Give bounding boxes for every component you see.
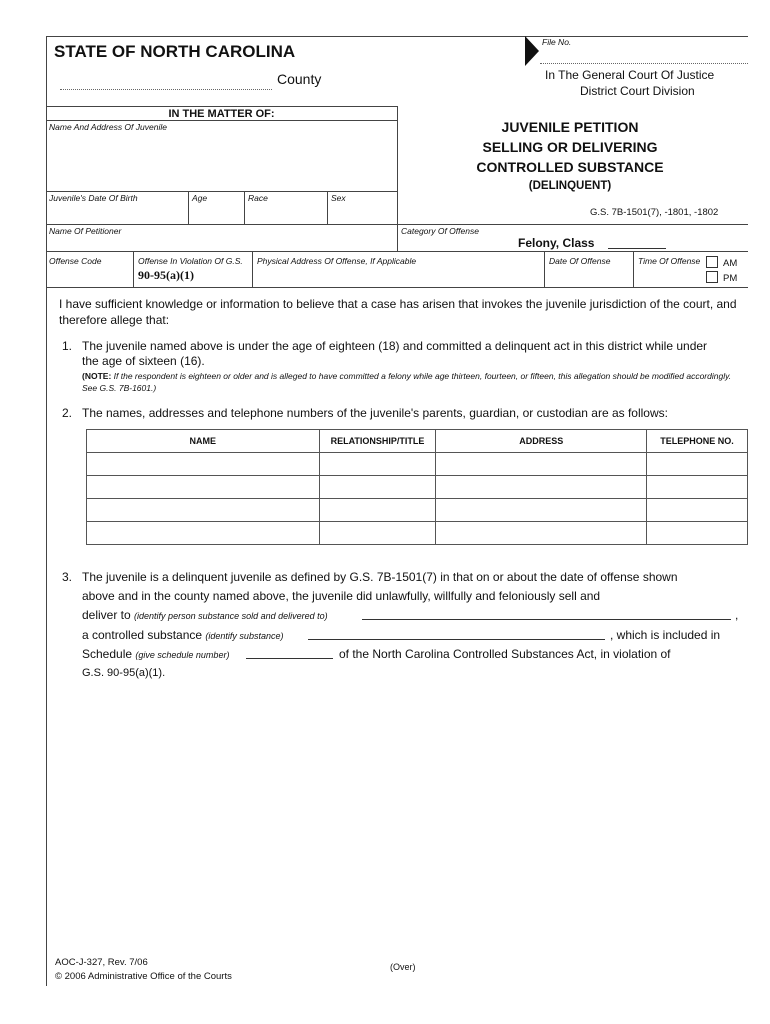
top-border bbox=[46, 36, 748, 37]
offense-row-top bbox=[46, 251, 748, 252]
age-field[interactable] bbox=[189, 204, 243, 223]
item1-text: The juvenile named above is under the age of eighteen (18) and committed a delinquent act in this district while under the age of sixteen (16). bbox=[82, 339, 708, 368]
county-line bbox=[60, 89, 272, 90]
address-cell[interactable] bbox=[436, 476, 647, 499]
petition-title-3: CONTROLLED SUBSTANCE bbox=[476, 159, 664, 175]
state-title: STATE OF NORTH CAROLINA bbox=[54, 42, 296, 61]
item3-schedule: Schedule bbox=[82, 647, 133, 661]
date-offense-label: Date Of Offense bbox=[549, 256, 611, 266]
felony-class-field[interactable] bbox=[608, 236, 666, 249]
petition-title-2: SELLING OR DELIVERING bbox=[482, 139, 658, 155]
address-cell[interactable] bbox=[436, 522, 647, 545]
item1-number: 1. bbox=[62, 339, 73, 353]
race-label: Race bbox=[248, 193, 268, 203]
dob-row-top bbox=[46, 191, 397, 192]
name-cell[interactable] bbox=[87, 476, 320, 499]
violation-label: Offense In Violation Of G.S. bbox=[138, 256, 243, 266]
race-field[interactable] bbox=[245, 204, 326, 223]
form-number: AOC-J-327, Rev. 7/06 bbox=[55, 957, 148, 968]
petition-title-4: (DELINQUENT) bbox=[528, 180, 612, 192]
substance-field[interactable] bbox=[308, 627, 605, 640]
table-row bbox=[87, 499, 748, 522]
offense-divider-3 bbox=[544, 251, 545, 287]
over-label: (Over) bbox=[390, 962, 416, 972]
item3-line-a: The juvenile is a delinquent juvenile as defined by G.S. 7B-1501(7) in that on or about the date of offense shown bbox=[82, 570, 678, 584]
offense-row-bottom bbox=[46, 287, 748, 288]
table-row bbox=[87, 476, 748, 499]
item3-comma: , bbox=[735, 608, 739, 622]
table-header-row bbox=[87, 430, 748, 453]
telephone-cell[interactable] bbox=[647, 499, 748, 522]
matter-title: IN THE MATTER OF: bbox=[168, 108, 275, 120]
file-arrow-icon bbox=[525, 36, 541, 66]
item3-schedule-hint: (give schedule number) bbox=[135, 650, 230, 660]
deliver-to-field[interactable] bbox=[362, 607, 731, 620]
court-name: In The General Court Of Justice bbox=[545, 68, 715, 82]
item3-substance-hint: (identify substance) bbox=[205, 631, 284, 641]
name-cell[interactable] bbox=[87, 522, 320, 545]
offense-divider-2 bbox=[252, 251, 253, 287]
court-division: District Court Division bbox=[580, 84, 695, 98]
table-row bbox=[87, 453, 748, 476]
statute-ref: G.S. 7B-1501(7), -1801, -1802 bbox=[590, 207, 719, 218]
file-no-line bbox=[540, 63, 748, 64]
item3-number: 3. bbox=[62, 570, 73, 584]
petition-title-1: JUVENILE PETITION bbox=[501, 119, 639, 135]
offense-divider-1 bbox=[133, 251, 134, 287]
pm-checkbox[interactable] bbox=[706, 271, 718, 283]
name-cell[interactable] bbox=[87, 499, 320, 522]
category-label: Category Of Offense bbox=[401, 226, 479, 236]
note-label: (NOTE: bbox=[82, 371, 112, 381]
relationship-cell[interactable] bbox=[319, 453, 436, 476]
guardians-table bbox=[86, 429, 748, 545]
address-cell[interactable] bbox=[436, 499, 647, 522]
col-address-header: ADDRESS bbox=[436, 430, 647, 453]
item2-text: The names, addresses and telephone numbers of the juvenile's parents, guardian, or custodian are as follows: bbox=[82, 406, 668, 420]
item2-number: 2. bbox=[62, 406, 73, 420]
sex-label: Sex bbox=[331, 193, 346, 203]
petitioner-label: Name Of Petitioner bbox=[49, 226, 122, 236]
col-name-header: NAME bbox=[87, 430, 320, 453]
item3-included: , which is included in bbox=[610, 628, 721, 642]
age-label: Age bbox=[192, 193, 208, 203]
petitioner-field[interactable] bbox=[47, 236, 396, 250]
am-label: AM bbox=[723, 258, 738, 269]
telephone-cell[interactable] bbox=[647, 522, 748, 545]
copyright: © 2006 Administrative Office of the Courts bbox=[55, 971, 232, 982]
am-checkbox[interactable] bbox=[706, 256, 718, 268]
petitioner-row-top bbox=[46, 224, 748, 225]
physical-address-label: Physical Address Of Offense, If Applicable bbox=[257, 256, 417, 266]
item3-deliver-hint: (identify person substance sold and delivered to) bbox=[134, 611, 328, 621]
name-address-label: Name And Address Of Juvenile bbox=[49, 122, 167, 132]
relationship-cell[interactable] bbox=[319, 499, 436, 522]
name-address-field[interactable] bbox=[47, 134, 396, 190]
matter-divider bbox=[397, 106, 398, 251]
name-cell[interactable] bbox=[87, 453, 320, 476]
dob-field[interactable] bbox=[47, 204, 187, 223]
col-relationship-header: RELATIONSHIP/TITLE bbox=[319, 430, 436, 453]
col-telephone-header: TELEPHONE NO. bbox=[647, 430, 748, 453]
time-offense-label: Time Of Offense bbox=[638, 256, 701, 266]
offense-divider-4 bbox=[633, 251, 634, 287]
pm-label: PM bbox=[723, 273, 738, 284]
sex-field[interactable] bbox=[328, 204, 396, 223]
note-text: If the respondent is eighteen or older and is alleged to have committed a felony while age thirteen, fourteen, or fifteen, this allegation should be modified accordingly. See G.S. 7B-1601.) bbox=[82, 371, 732, 393]
matter-title-line bbox=[46, 120, 397, 121]
file-no-label: File No. bbox=[542, 37, 572, 47]
item3-controlled-substance: a controlled substance bbox=[82, 628, 203, 642]
violation-value: 90-95(a)(1) bbox=[138, 268, 194, 282]
telephone-cell[interactable] bbox=[647, 476, 748, 499]
table-row bbox=[87, 522, 748, 545]
item3-act: of the North Carolina Controlled Substances Act, in violation of bbox=[339, 647, 671, 661]
address-cell[interactable] bbox=[436, 453, 647, 476]
county-label: County bbox=[277, 71, 322, 87]
intro-text: I have sufficient knowledge or information to believe that a case has arisen that invokes the juvenile jurisdiction of the court, and therefore allege that: bbox=[59, 297, 737, 327]
relationship-cell[interactable] bbox=[319, 476, 436, 499]
item3-deliver-to: deliver to bbox=[82, 608, 131, 622]
offense-code-label: Offense Code bbox=[49, 256, 102, 266]
item3-statute: G.S. 90-95(a)(1). bbox=[82, 667, 166, 679]
item3-line-b: above and in the county named above, the juvenile did unlawfully, willfully and feloniously sell and bbox=[82, 589, 601, 603]
dob-label: Juvenile's Date Of Birth bbox=[49, 193, 138, 203]
relationship-cell[interactable] bbox=[319, 522, 436, 545]
telephone-cell[interactable] bbox=[647, 453, 748, 476]
felony-class-label: Felony, Class bbox=[518, 236, 595, 250]
schedule-field[interactable] bbox=[246, 646, 333, 659]
matter-top-line bbox=[46, 106, 397, 107]
